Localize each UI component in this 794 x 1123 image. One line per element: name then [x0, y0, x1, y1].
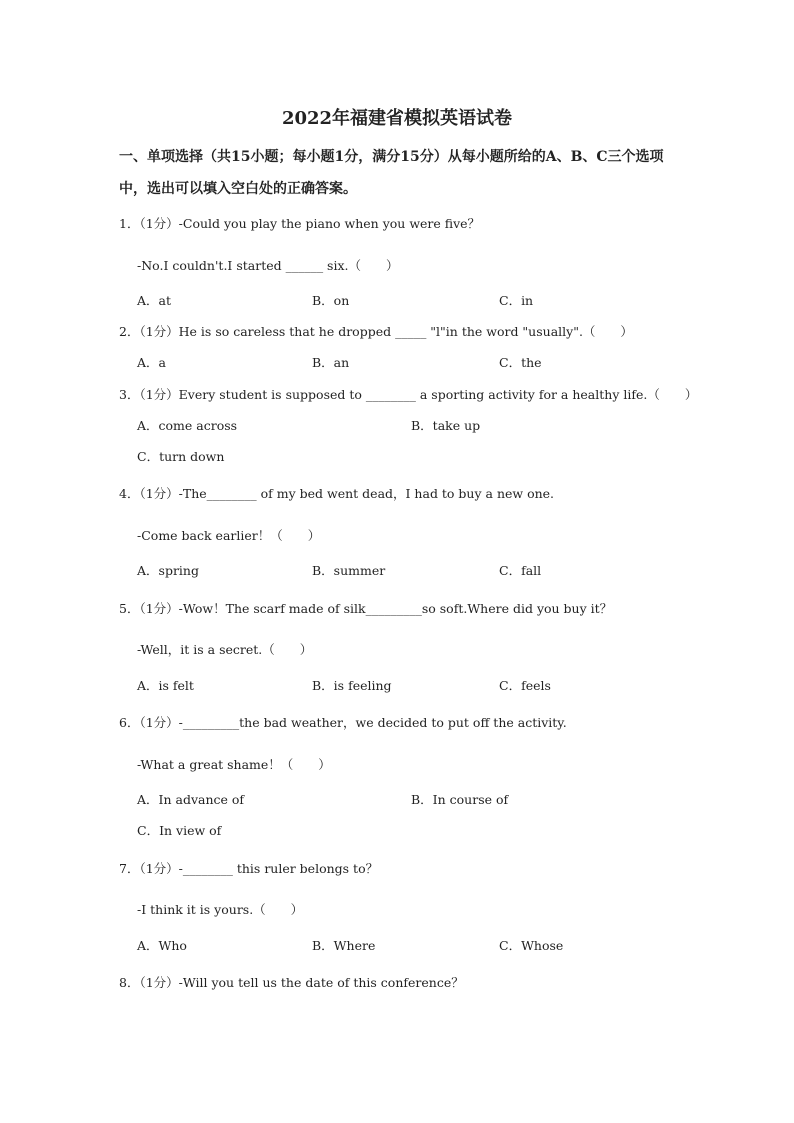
- question-1-option-a[interactable]: A．at: [137, 293, 172, 308]
- question-1-stem: 1．（1分）-Could you play the piano when you were five？: [119, 216, 481, 231]
- question-5-option-b[interactable]: B．is feeling: [312, 678, 392, 693]
- question-6-option-c[interactable]: C．In view of: [137, 823, 222, 838]
- question-1-option-b[interactable]: B．on: [312, 293, 350, 308]
- question-5-stem: 5．（1分）-Wow！The scarf made of silk_________so soft.Where did you buy it？: [119, 601, 613, 616]
- question-3-option-a[interactable]: A．come across: [137, 418, 238, 433]
- question-3-stem: 3．（1分）Every student is supposed to ________ a sporting activity for a healthy life.（ ）: [119, 387, 698, 402]
- question-2-option-a[interactable]: A．a: [137, 355, 166, 370]
- question-7-option-a[interactable]: A．Who: [137, 938, 187, 953]
- question-1-option-c[interactable]: C．in: [499, 293, 534, 308]
- question-1-reply: -No.I couldn't.I started ______ six.（ ）: [137, 258, 399, 273]
- question-8-stem: 8．（1分）-Will you tell us the date of this conference？: [119, 975, 464, 990]
- section-heading-line1: 一、单项选择（共15小题；每小题1分，满分15分）从每小题所给的A、B、C三个选项: [119, 149, 664, 165]
- question-4-option-c[interactable]: C．fall: [499, 563, 542, 578]
- question-4-option-a[interactable]: A．spring: [137, 563, 199, 578]
- question-2-stem: 2．（1分）He is so careless that he dropped _____ "l"in the word "usually".（ ）: [119, 324, 633, 339]
- question-3-option-c[interactable]: C．turn down: [137, 449, 225, 464]
- question-7-reply: -I think it is yours.（ ）: [137, 902, 304, 917]
- question-6-stem: 6．（1分）-_________the bad weather，we decided to put off the activity.: [119, 715, 567, 730]
- question-4-stem: 4．（1分）-The________ of my bed went dead，I had to buy a new one.: [119, 486, 555, 501]
- question-2-option-c[interactable]: C．the: [499, 355, 542, 370]
- question-7-stem: 7．（1分）-________ this ruler belongs to？: [119, 861, 379, 876]
- question-7-option-c[interactable]: C．Whose: [499, 938, 564, 953]
- page-title: 2022年福建省模拟英语试卷: [281, 108, 513, 129]
- question-6-option-b[interactable]: B．In course of: [411, 792, 509, 807]
- question-2-option-b[interactable]: B．an: [312, 355, 350, 370]
- section-heading-line2: 中，选出可以填入空白处的正确答案。: [119, 181, 357, 197]
- question-4-option-b[interactable]: B．summer: [312, 563, 386, 578]
- question-6-option-a[interactable]: A．In advance of: [137, 792, 245, 807]
- question-3-option-b[interactable]: B．take up: [411, 418, 481, 433]
- question-5-reply: -Well，it is a secret.（ ）: [137, 642, 313, 657]
- question-4-reply: -Come back earlier！（ ）: [137, 528, 321, 543]
- question-5-option-a[interactable]: A．is felt: [137, 678, 194, 693]
- question-5-option-c[interactable]: C．feels: [499, 678, 551, 693]
- question-7-option-b[interactable]: B．Where: [312, 938, 376, 953]
- question-6-reply: -What a great shame！（ ）: [137, 757, 331, 772]
